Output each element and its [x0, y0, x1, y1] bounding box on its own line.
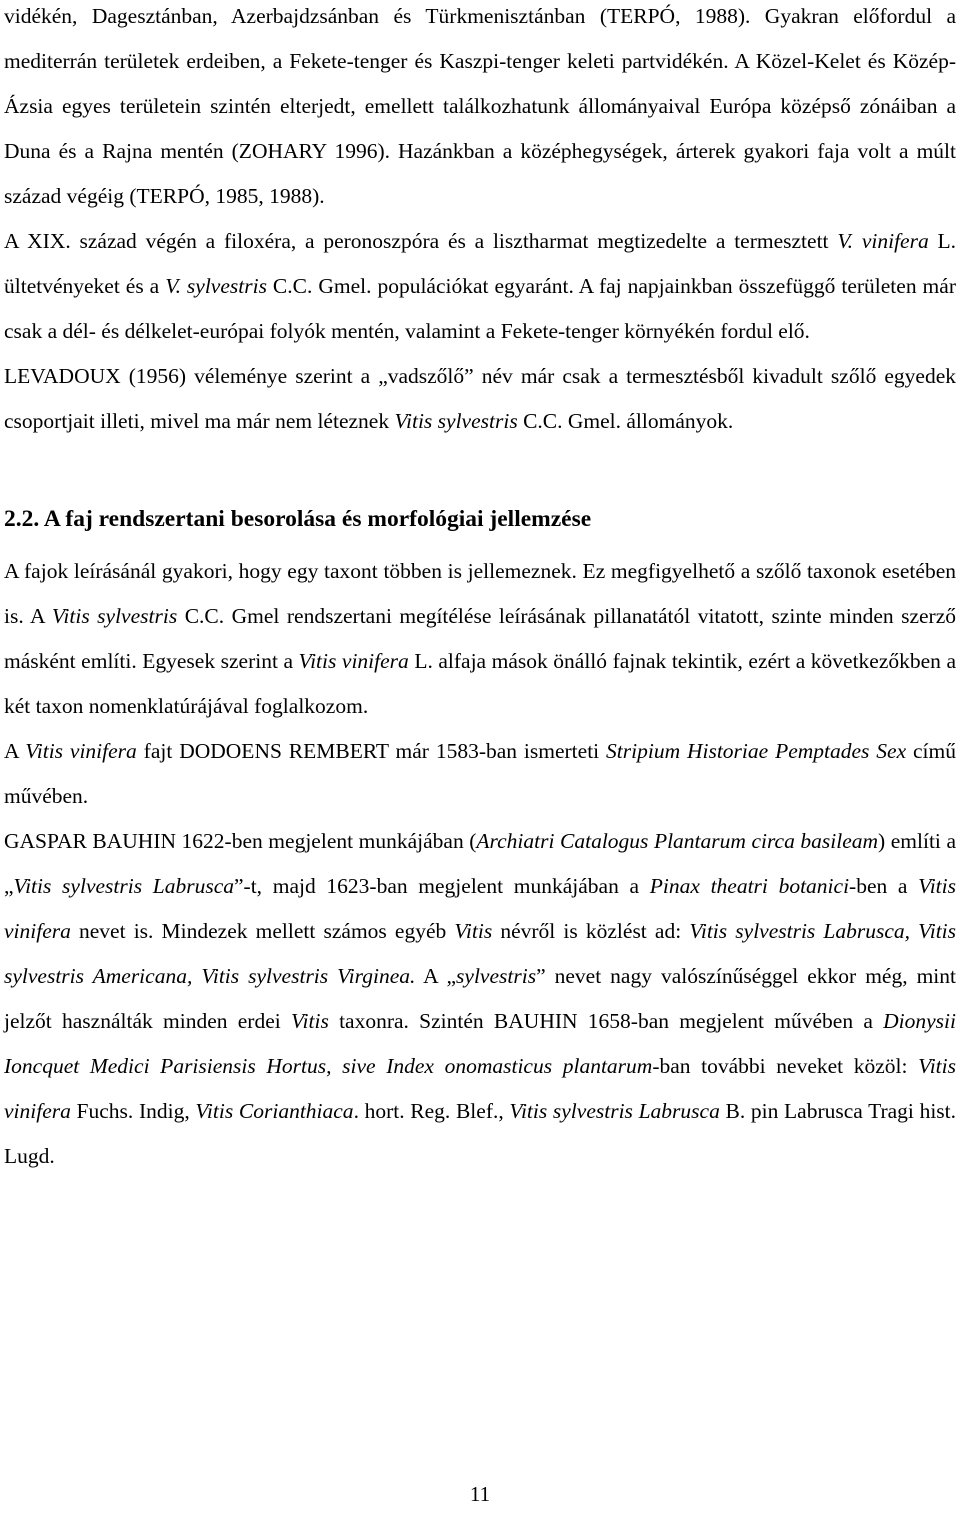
italic-text-run: V. vinifera — [837, 229, 929, 253]
paragraph-distribution — [4, 0, 956, 219]
italic-text-run: Vitis — [454, 919, 493, 943]
text-run: nevet is. Mindezek mellett számos egyéb — [70, 919, 455, 943]
section-heading: 2.2. A faj rendszertani besorolása és morfológiai jellemzése — [4, 506, 592, 532]
text-run: A XIX. század végén a filoxéra, a peronoszpóra és a lisztharmat megtizedelte a termesztett — [4, 229, 838, 253]
text-run: vidékén, Dagesztánban, Azerbajdzsánban és Türkmenisztánban (TERPÓ, 1988). Gyakran előfordul a mediterrán területek erdeiben, a Fekete-tenger és Kaszpi-tenger keleti partvidékén. A Közel-Kelet és Közép-Ázsia egyes területein szintén elterjedt, emellett találkozhatunk állományaival Európa középső zónáiban a Duna és a Rajna mentén (ZOHARY 1996). Hazánkban a középhegységek, árterek gyakori faja volt a múlt század végéig (TERPÓ, 1985, 1988). — [4, 4, 956, 208]
italic-text-run: Vitis vinifera — [298, 649, 409, 673]
italic-text-run: Archiatri Catalogus Plantarum circa basileam — [476, 829, 879, 853]
text-run: -ben a — [849, 874, 919, 898]
text-run: C.C. Gmel rendszertani megítélése leírásának pillanatától vitatott, szinte minden szerző másként említi. Egyesek szerint a — [4, 604, 957, 673]
text-run: LEVADOUX (1956) véleménye szerint a „vadszőlő” név már csak a termesztésből kivadult szőlő egyedek csoportjait illeti, mivel ma már nem léteznek — [4, 364, 956, 433]
text-run: GASPAR BAUHIN 1622-ben megjelent munkájában ( — [4, 829, 477, 853]
italic-text-run: Vitis vinifera — [4, 874, 956, 943]
text-run: -ban további neveket közöl: — [652, 1054, 919, 1078]
italic-text-run: Dionysii Ioncquet Medici Parisiensis Hortus, sive Index onomasticus plantarum — [4, 1009, 956, 1078]
italic-text-run: Vitis — [290, 1009, 329, 1033]
italic-text-run: Vitis vinifera — [25, 739, 137, 763]
text-run: A „ — [415, 964, 457, 988]
italic-text-run: Vitis sylvestris Labrusca — [13, 874, 234, 898]
text-run: Fuchs. Indig, — [70, 1099, 196, 1123]
italic-text-run: Vitis sylvestris — [51, 604, 178, 628]
italic-text-run: Vitis Corianthiaca — [195, 1099, 354, 1123]
text-run: névről is közlést ad: — [492, 919, 690, 943]
italic-text-run: Vitis sylvestris Labrusca — [509, 1099, 720, 1123]
paragraph-bauhin — [4, 819, 956, 1179]
italic-text-run: Stripium Historiae Pemptades Sex — [606, 739, 907, 763]
page-number: 11 — [469, 1482, 491, 1506]
text-run: taxonra. Szintén BAUHIN 1658-ban megjelent művében a — [328, 1009, 884, 1033]
text-run: B. pin Labrusca Tragi hist. Lugd. — [4, 1099, 957, 1168]
text-run: A — [4, 739, 26, 763]
text-run: című művében. — [4, 739, 956, 808]
text-run: ” nevet nagy valószínűséggel ekkor még, mint jelzőt használták minden erdei — [4, 964, 956, 1033]
italic-text-run: Vitis sylvestris Labrusca, Vitis sylvestris Americana, Vitis sylvestris Virginea. — [4, 919, 957, 988]
text-run: C.C. Gmel. populációkat egyaránt. A faj napjainkban összefüggő területen már csak a dél- és délkelet-európai folyók mentén, valamint a Fekete-tenger környékén fordul elő. — [4, 274, 956, 343]
text-run: ”-t, majd 1623-ban megjelent munkájában a — [234, 874, 650, 898]
text-run: fajt DODOENS REMBERT már 1583-ban ismerteti — [136, 739, 607, 763]
paragraph-levadoux — [4, 354, 956, 444]
italic-text-run: Vitis vinifera — [4, 1054, 956, 1123]
italic-text-run: sylvestris — [456, 964, 537, 988]
text-run: ) említi a „ — [4, 829, 956, 898]
text-run: L. ültetvényeket és a — [4, 229, 957, 298]
text-run: A fajok leírásánál gyakori, hogy egy taxont többen is jellemeznek. Ez megfigyelhető a szőlő taxonok esetében is. A — [4, 559, 956, 628]
paragraph-taxonomy-intro — [4, 549, 956, 729]
italic-text-run: Pinax theatri botanici — [649, 874, 850, 898]
paragraph-dodoens — [4, 729, 956, 819]
italic-text-run: Vitis sylvestris — [394, 409, 518, 433]
text-run: L. alfaja mások önálló fajnak tekintik, ezért a következőkben a két taxon nomenklatúrájával foglalkozom. — [4, 649, 956, 718]
text-run: . hort. Reg. Blef., — [353, 1099, 510, 1123]
italic-text-run: V. sylvestris — [165, 274, 267, 298]
text-run: C.C. Gmel. állományok. — [517, 409, 734, 433]
paragraph-filoxera — [4, 219, 956, 354]
